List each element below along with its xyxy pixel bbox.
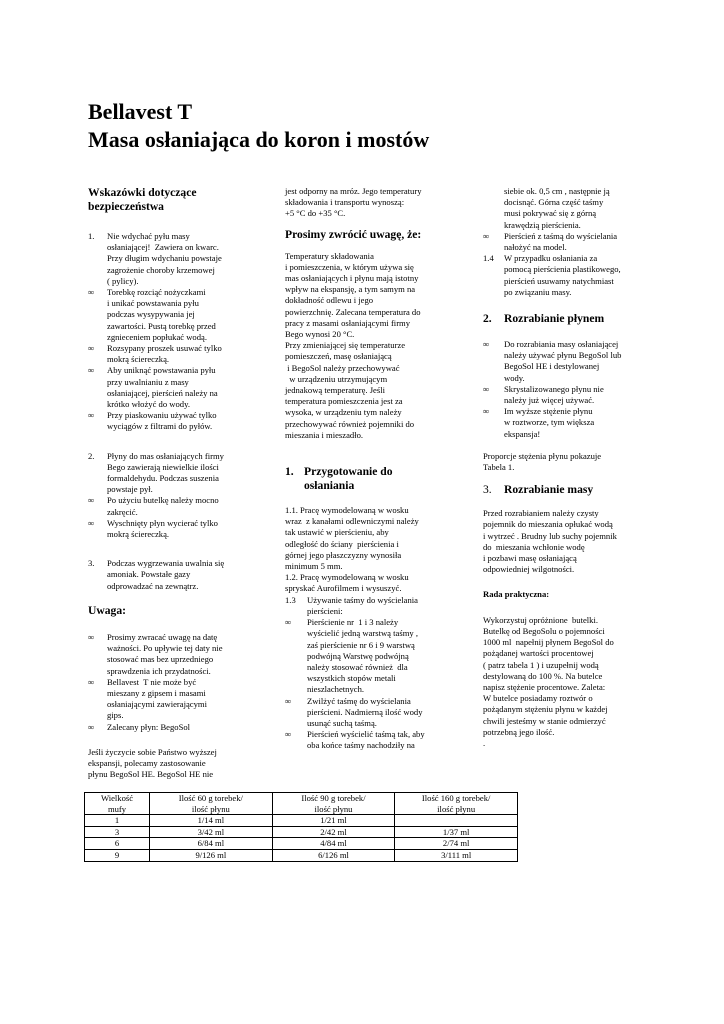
text-line: powierzchnię. Zalecana temperatura do [285, 306, 421, 317]
list-item [88, 343, 260, 365]
table-row [85, 826, 518, 838]
list-item [88, 451, 260, 496]
list-item-line: należy używać płynu BegoSol lub [504, 350, 622, 361]
text-line: docisnąć. Górna część taśmy [504, 197, 604, 208]
list-item-line: amoniak. Powstałe gazy [107, 569, 191, 580]
list-item-line: powstaje pył. [107, 484, 153, 495]
list-item [88, 287, 260, 343]
text-line: ekspansji, polecamy zastosowanie [88, 757, 206, 768]
header-line: Wielkość [100, 793, 134, 803]
text-line: i pozbawi masę osłaniającą [483, 553, 577, 564]
list-item [285, 617, 465, 695]
list-item-line: Używanie taśmy do wyścielania [307, 594, 418, 605]
list-item-line: i unikać powstawania pyłu [107, 298, 199, 309]
list-item-line: gips. [107, 710, 124, 721]
proportion-note [483, 451, 655, 473]
item-number: 2. [88, 450, 95, 461]
list-item-line: mokrą ściereczką. [107, 354, 170, 365]
header-line: Ilość 160 g torebek/ [421, 793, 491, 803]
practical-tip-heading: Rada praktyczna: [483, 589, 550, 600]
list-item [88, 722, 260, 733]
list-item-line: Torebkę rozciąć nożyczkami [107, 287, 206, 298]
bullet-marker: ∞ [88, 517, 95, 528]
header-line: Ilość 60 g torebek/ [178, 793, 243, 803]
list-item-line: w roztworze, tym większa [504, 417, 595, 428]
list-item-line: nieszlachetnych. [307, 684, 365, 695]
list-item-line: Wyschnięty płyn wycierać tylko [107, 517, 218, 528]
list-item-line: należy już więcej używać. [504, 395, 595, 406]
text-line: składowania i transportu wynoszą: [285, 197, 405, 208]
list-item-line: wszystkich stopów metali [307, 673, 396, 684]
list-item [483, 231, 655, 253]
table-cell: 4/84 ml [272, 838, 395, 850]
table-header-cell [395, 793, 518, 815]
section-1-number: 1. [285, 465, 294, 479]
table-header-cell [85, 793, 150, 815]
table-cell: 1/37 ml [395, 826, 518, 838]
text-line: spryskać Aurofilmem i wysuszyć. [285, 583, 402, 594]
table-cell: 1 [85, 815, 150, 827]
item-number: 1.4 [483, 253, 494, 264]
bullet-marker: ∞ [88, 287, 95, 298]
list-item [285, 696, 465, 730]
item-number: 1. [88, 231, 95, 241]
section-2-heading: 2. Rozrabianie płynem [483, 312, 605, 326]
text-line: górnej jego płaszczyzny wynosiła [285, 549, 402, 560]
text-line: odległość do ściany pierścienia i [285, 538, 399, 549]
table-cell: 6/126 ml [272, 849, 395, 861]
list-item-line: formaldehydu. Podczas suszenia [107, 473, 219, 484]
safety-heading: Wskazówki dotyczące bezpieczeństwa [88, 186, 197, 213]
list-item [88, 410, 260, 432]
text-line: mieszania i mieszadło. [285, 429, 364, 440]
bullet-marker: ∞ [285, 617, 292, 628]
tape-list [483, 231, 655, 298]
text-line: Wykorzystuj opróżnione butelki. [483, 614, 598, 625]
table-cell: 1/14 ml [150, 815, 273, 827]
bullet-marker: ∞ [88, 676, 95, 687]
text-line: jest odporny na mróz. Jego temperatury [285, 186, 422, 196]
list-item-line: Rozsypany proszek usuwać tylko [107, 343, 222, 354]
safety-list-1 [88, 231, 260, 433]
list-item-line: przy uwalnianiu z masy [107, 376, 189, 387]
section-3-heading: 3. Rozrabianie masy [483, 483, 594, 497]
list-item-line: Pierścień wyścielić taśmą tak, aby [307, 729, 425, 740]
list-item [88, 365, 260, 410]
text-line: 1.1. Pracę wymodelowaną w wosku [285, 505, 409, 516]
text-line: 1000 ml napełnij płynem BegoSol do [483, 637, 614, 648]
list-item-line: wyciągów z filtrami do pyłów. [107, 421, 213, 432]
list-item [88, 558, 260, 592]
list-item-line: Zwilżyć taśmę do wyścielania [307, 695, 411, 706]
text-line: Tabela 1. [483, 462, 515, 473]
text-line: tak ustawić w pierścieniu, aby [285, 527, 389, 538]
text-line: 1.2. Pracę wymodelowaną w wosku [285, 572, 409, 583]
table-cell: 9/126 ml [150, 849, 273, 861]
text-line: w urządzeniu utrzymującym [285, 373, 388, 384]
list-item-line: podwójną Warstwę podwójną [307, 650, 409, 661]
list-item [88, 231, 260, 287]
tape-continuation [483, 186, 655, 231]
header-line: ilość płynu [314, 803, 353, 814]
list-item-line: ważności. Po upływie tej daty nie [107, 643, 223, 654]
list-item-line: zaś pierścienie nr 6 i 9 warstwą [307, 639, 415, 650]
text-line: temperatura pomieszczenia jest za [285, 396, 403, 407]
table-header-cell [272, 793, 395, 815]
text-line: siebie ok. 0,5 cm , następnie ją [504, 186, 610, 196]
list-item-line: Nie wdychać pyłu masy [107, 231, 190, 241]
uwaga-list [88, 632, 260, 733]
text-line: jednakową temperaturę. Jeśli [285, 385, 385, 396]
list-item-line: nałożyć na model. [504, 242, 567, 253]
list-item-line: Aby uniknąć powstawania pyłu [107, 365, 216, 376]
text-line: i wytrzeć . Brudny lub suchy pojemnik [483, 530, 617, 541]
text-line: chwili jesteśmy w stanie odmierzyć [483, 715, 606, 726]
list-item-line: osłaniającymi zawierającymi [107, 699, 207, 710]
text-line: dokładność odlewu i jego [285, 295, 374, 306]
header-line: mufy [107, 803, 127, 814]
text-line: Proporcje stężenia płynu pokazuje [483, 450, 602, 461]
list-item-line: Bellavest T nie może być [107, 676, 197, 687]
text-line: i BegoSol należy przechowywać [285, 362, 400, 373]
bullet-marker: ∞ [285, 695, 292, 706]
bullet-marker: ∞ [285, 729, 292, 740]
temperature-paragraph [285, 251, 465, 441]
list-item-line: zakręcić. [107, 506, 138, 517]
text-line: krawędzią pierścienia. [504, 219, 581, 230]
table-cell: 6 [85, 838, 150, 850]
table-header-cell [150, 793, 273, 815]
text-line: Jeśli życzycie sobie Państwo wyższej [88, 746, 217, 757]
table-cell: 3/42 ml [150, 826, 273, 838]
list-item-line: odprowadzać na zewnątrz. [107, 580, 199, 591]
text-line: przechowywać również pojemniki do [285, 418, 415, 429]
bullet-marker: ∞ [483, 339, 490, 350]
column-3 [483, 186, 655, 749]
text-line: . [483, 737, 486, 748]
text-line: mas osłaniających i płynu mają istotny [285, 273, 419, 284]
list-item-line: stosować mas bez uprzedniego [107, 654, 214, 665]
attention-heading: Prosimy zwrócić uwagę, że: [285, 227, 422, 241]
table-row [85, 838, 518, 850]
text-line: potrzebną jego ilość. [483, 726, 555, 737]
text-line: destylowaną do 100 %. Na butelce [483, 670, 603, 681]
text-line: musi pokrywać się z górną [504, 208, 597, 219]
storage-temperature-text [285, 186, 465, 220]
text-line: W butelce posiadamy roztwór o [483, 693, 593, 704]
list-item-line: Pierścienie nr 1 i 3 należy [307, 617, 399, 628]
list-item-line: Im wyższe stężenie płynu [504, 406, 593, 417]
column-2 [285, 186, 465, 752]
table-cell: 3 [85, 826, 150, 838]
list-item-line: BegoSol HE i destylowanej [504, 361, 600, 372]
list-item-line: należy stosować również dla [307, 661, 408, 672]
text-line: Przed rozrabianiem należy czysty [483, 508, 599, 519]
uwaga-heading: Uwaga: [88, 603, 126, 617]
section-1-heading: 1. Przygotowanie do osłaniania [285, 465, 393, 493]
bullet-marker: ∞ [88, 410, 95, 421]
bullet-marker: ∞ [483, 406, 490, 417]
column-1 [88, 186, 260, 780]
text-line: +5 °C do +35 °C. [285, 208, 346, 219]
text-line: ( patrz tabela 1 ) i uzupełnij wodą [483, 659, 599, 670]
list-item-line: Skrystalizowanego płynu nie [504, 383, 604, 394]
table-cell: 2/74 ml [395, 838, 518, 850]
list-item-line: Prosimy zwracać uwagę na datę [107, 631, 218, 642]
list-item-line: zawartości. Pustą torebkę przed [107, 320, 216, 331]
text-line: wpływ na ekspansję, a tym samym na [285, 284, 416, 295]
section-1-list [285, 595, 465, 752]
table-cell: 3/111 ml [395, 849, 518, 861]
text-line: wraz z kanałami odlewniczymi należy [285, 516, 419, 527]
list-item [483, 406, 655, 440]
list-item-line: zgnieceniem popłukać wodą. [107, 331, 207, 342]
list-item-line: Przy piaskowaniu używać tylko [107, 410, 217, 421]
list-item-line: Podczas wygrzewania uwalnia się [107, 558, 225, 569]
list-item-line: W przypadku osłaniania za [504, 253, 598, 264]
text-line: pomieszczeń, masę osłaniającą [285, 351, 392, 362]
title-line-2: Masa osłaniająca do koron i mostów [88, 127, 430, 152]
list-item [285, 729, 465, 751]
item-number: 1.3 [285, 594, 296, 605]
list-item-line: po związaniu masy. [504, 286, 572, 297]
list-item [88, 632, 260, 677]
list-item-line: podczas wysypywania jej [107, 309, 195, 320]
list-item-line: Zalecany płyn: BegoSol [107, 721, 191, 732]
list-item [483, 384, 655, 406]
text-line: napisz stężenie procentowe. Zaleta: [483, 681, 606, 692]
table-cell: 9 [85, 849, 150, 861]
title-line-1: Bellavest T [88, 99, 193, 124]
list-item-line: pierścieni. Nadmierną ilość wody [307, 706, 423, 717]
list-item-line: ekspansja! [504, 428, 541, 439]
list-item [285, 595, 465, 617]
text-line: i pomieszczenia, w którym używa się [285, 261, 414, 272]
list-item [483, 253, 655, 298]
list-item-line: usunąć suchą taśmą. [307, 717, 377, 728]
text-line: płynu BegoSol HE. BegoSol HE nie [88, 769, 214, 780]
header-line: ilość płynu [191, 803, 230, 814]
bullet-marker: ∞ [88, 495, 95, 506]
list-item [88, 518, 260, 540]
list-item-line: pierścień usuwamy natychmiast [504, 275, 614, 286]
list-item-line: wyścielić jedną warstwą taśmy , [307, 628, 418, 639]
list-item-line: osłaniającej! Zawiera on kwarc. [107, 242, 219, 253]
list-item-line: Po użyciu butelkę należy mocno [107, 495, 219, 506]
text-line: pracy z masami osłaniającymi firmy [285, 317, 411, 328]
text-line: Butelkę od BegoSolu o pojemności [483, 625, 605, 636]
text-line: pożądanym stężeniu płynu w każdej [483, 704, 608, 715]
header-line: Ilość 90 g torebek/ [301, 793, 366, 803]
text-line: odpowiedniej wilgotności. [483, 564, 575, 575]
list-item-line: ( pylicy). [107, 275, 139, 286]
bullet-marker: ∞ [88, 343, 95, 354]
safety-list-2 [88, 451, 260, 541]
closing-paragraph [88, 747, 260, 781]
list-item-line: pierścieni: [307, 605, 343, 616]
list-item-line: zagrożenie choroby krzemowej [107, 264, 215, 275]
list-item-line: Pierścień z taśmą do wyścielania [504, 230, 618, 241]
text-line: Przy zmieniającej się temperaturze [285, 340, 406, 351]
practical-tip-paragraph [483, 615, 655, 749]
list-item-line: Płyny do mas osłaniających firmy [107, 450, 224, 461]
table-row [85, 849, 518, 861]
section-1-text [285, 505, 465, 595]
list-item-line: osłaniającej, pierścień należy na [107, 387, 218, 398]
table-cell: 1/21 ml [272, 815, 395, 827]
list-item [88, 677, 260, 722]
list-item-line: pomocą pierścienia plastikowego, [504, 264, 621, 275]
safety-list-3 [88, 558, 260, 592]
document-title [88, 98, 429, 154]
bullet-marker: ∞ [483, 383, 490, 394]
text-line: pożądanej wartości procentowej [483, 648, 594, 659]
table-cell: 6/84 ml [150, 838, 273, 850]
text-line: pojemnik do mieszania opłukać wodą [483, 519, 613, 530]
text-line: Bego wynosi 20 °C. [285, 329, 355, 340]
dosage-table [84, 792, 518, 862]
bullet-marker: ∞ [483, 230, 490, 241]
list-item-line: Do rozrabiania masy osłaniającej [504, 339, 619, 350]
text-line: wysoka, w urządzeniu tym należy [285, 407, 402, 418]
list-item [483, 339, 655, 384]
item-number: 3. [88, 558, 95, 569]
table-row [85, 815, 518, 827]
list-item-line: krótko włożyć do wody. [107, 399, 190, 410]
list-item-line: oba końce taśmy nachodziły na [307, 740, 415, 751]
section-2-number: 2. [483, 312, 492, 326]
list-item-line: Bego zawierają niewielkie ilości [107, 461, 219, 472]
section-2-list [483, 339, 655, 440]
section-3-paragraph [483, 508, 655, 575]
bullet-marker: ∞ [88, 631, 95, 642]
header-line: ilość płynu [437, 803, 476, 814]
section-3-number: 3. [483, 483, 492, 497]
text-line: do mieszania wchłonie wodę [483, 541, 585, 552]
table-header-row [85, 793, 518, 815]
text-line: minimum 5 mm. [285, 561, 343, 572]
list-item [88, 495, 260, 517]
table-cell [395, 815, 518, 827]
bullet-marker: ∞ [88, 721, 95, 732]
list-item-line: mokrą ściereczką. [107, 529, 170, 540]
table-cell: 2/42 ml [272, 826, 395, 838]
text-line: Temperatury składowania [285, 250, 374, 261]
bullet-marker: ∞ [88, 365, 95, 376]
list-item-line: wody. [504, 372, 525, 383]
list-item-line: mieszany z gipsem i masami [107, 687, 206, 698]
list-item-line: sprawdzenia ich przydatności. [107, 665, 211, 676]
list-item-line: Przy długim wdychaniu powstaje [107, 253, 222, 264]
